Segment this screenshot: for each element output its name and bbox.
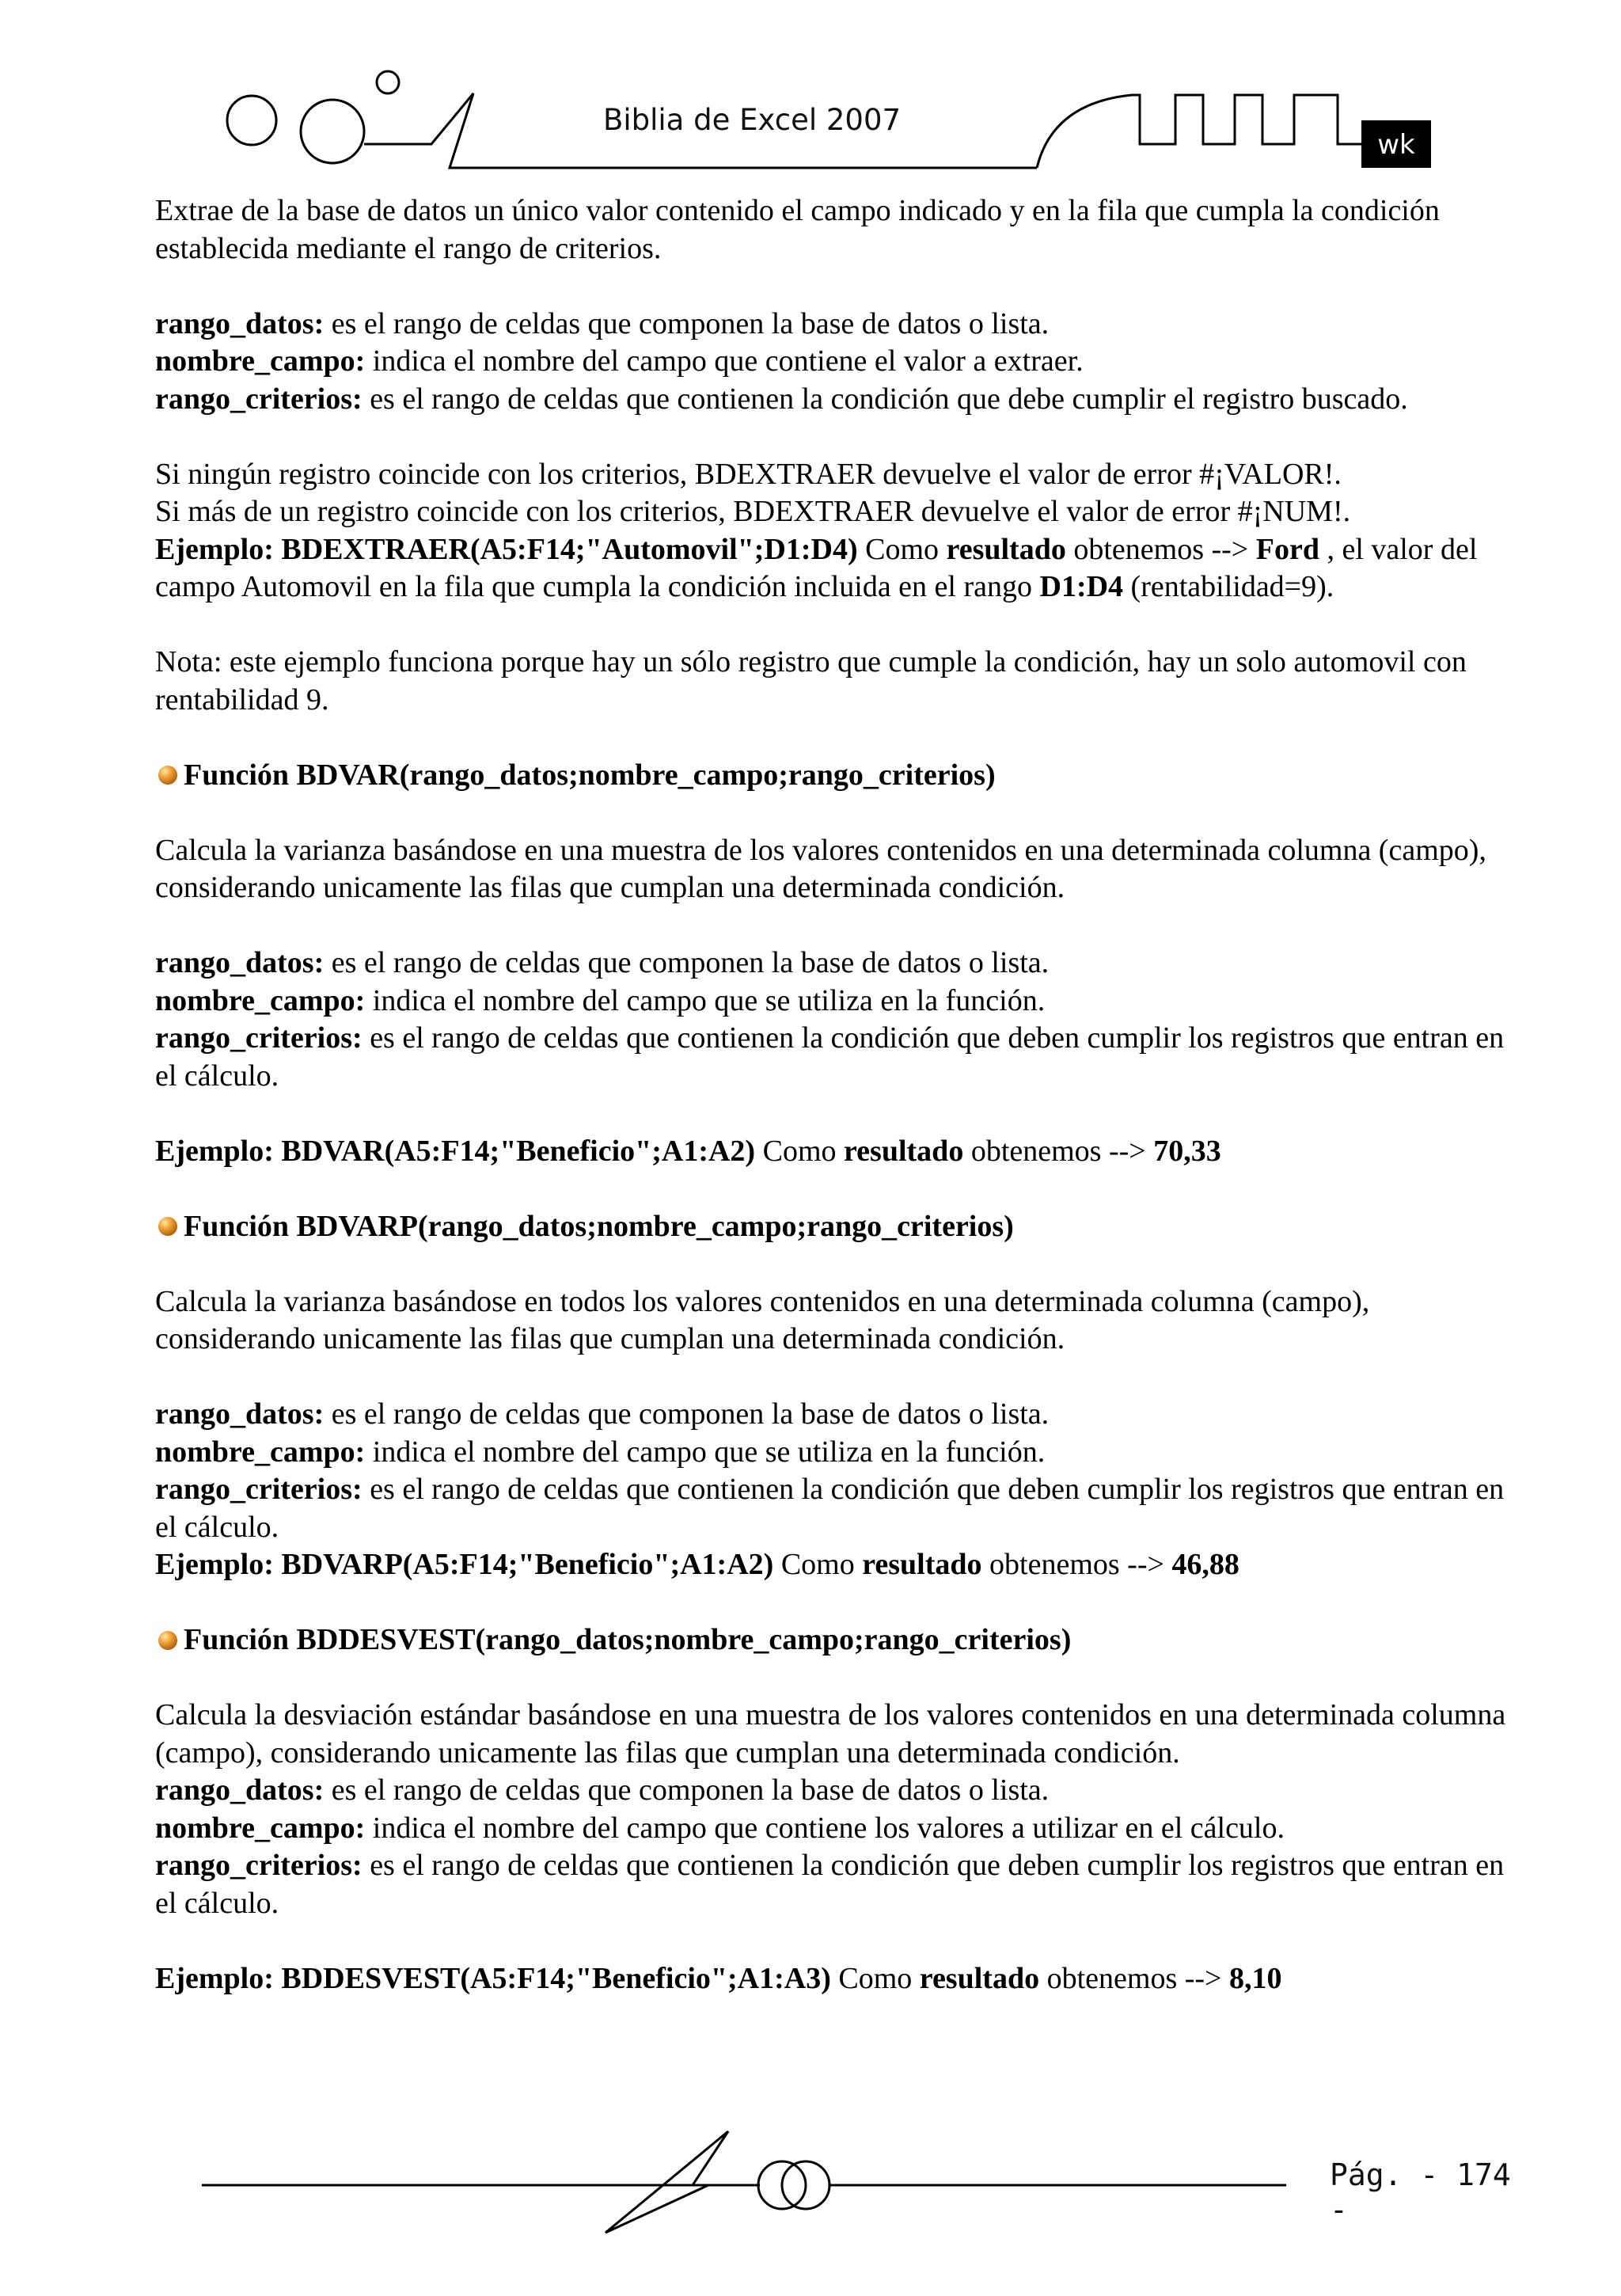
bullet-icon bbox=[158, 1631, 177, 1650]
bdextraer-example: Ejemplo: BDEXTRAER(A5:F14;"Automovil";D1:D4) Como resultado obtenemos --> Ford , el valor del campo Automovil en la fila que cumpla la condición incluida en el rango D1:D4 (rentabilidad=9). bbox=[155, 532, 1478, 603]
header-title: Biblia de Excel 2007 bbox=[602, 103, 902, 137]
bdextraer-error-valor: Si ningún registro coincide con los criterios, BDEXTRAER devuelve el valor de error #¡VALOR!. bbox=[155, 457, 1342, 491]
bddesvest-description: Calcula la desviación estándar basándose en una muestra de los valores contenidos en una determinada columna (campo), considerando unicamente las filas que cumplan una determinada condición. bbox=[155, 1698, 1506, 1770]
page-number: Pág. - 174 - bbox=[1330, 2157, 1511, 2227]
bdvar-param-nombre-campo: nombre_campo: indica el nombre del campo que se utiliza en la función. bbox=[155, 983, 1046, 1017]
bdvarp-description: Calcula la varianza basándose en todos los valores contenidos en una determinada columna (campo), considerando unicamente las filas que cumplan una determinada condición. bbox=[155, 1284, 1370, 1355]
bdvarp-param-rango-criterios: rango_criterios: es el rango de celdas que contienen la condición que deben cumplir los registros que entran en el cálculo. bbox=[155, 1473, 1505, 1544]
bdvar-example: Ejemplo: BDVAR(A5:F14;"Beneficio";A1:A2) Como resultado obtenemos --> 70,33 bbox=[155, 1134, 1221, 1168]
bdextraer-error-num: Si más de un registro coincide con los criterios, BDEXTRAER devuelve el valor de error #¡NUM!. bbox=[155, 495, 1351, 528]
bdextraer-param-rango-criterios: rango_criterios: es el rango de celdas que contienen la condición que debe cumplir el registro buscado. bbox=[155, 382, 1408, 416]
bdextraer-note: Nota: este ejemplo funciona porque hay un sólo registro que cumple la condición, hay un solo automovil con rentabilidad 9. bbox=[155, 645, 1467, 717]
bdvarp-title: Función BDVARP(rango_datos;nombre_campo;rango_criterios) bbox=[155, 1208, 1517, 1246]
header-circle-small bbox=[227, 96, 276, 145]
page-content bbox=[155, 192, 1517, 1998]
bdvar-description: Calcula la varianza basándose en una muestra de los valores contenidos en una determinada columna (campo), considerando unicamente las filas que cumplan una determinada condición. bbox=[155, 833, 1486, 904]
header-circle-tiny bbox=[377, 71, 399, 93]
bddesvest-param-rango-datos: rango_datos: es el rango de celdas que componen la base de datos o lista. bbox=[155, 1773, 1050, 1807]
footer-left-line bbox=[202, 2131, 760, 2233]
bddesvest-param-rango-criterios: rango_criterios: es el rango de celdas que contienen la condición que deben cumplir los registros que entran en el cálculo. bbox=[155, 1849, 1505, 1920]
bdextraer-intro: Extrae de la base de datos un único valor contenido el campo indicado y en la fila que cumpla la condición establecida mediante el rango de criterios. bbox=[155, 194, 1440, 265]
bdvar-param-rango-criterios: rango_criterios: es el rango de celdas que contienen la condición que deben cumplir los registros que entran en el cálculo. bbox=[155, 1021, 1505, 1093]
wk-badge: wk bbox=[1361, 120, 1431, 168]
bullet-icon bbox=[158, 766, 177, 785]
bdvarp-param-rango-datos: rango_datos: es el rango de celdas que componen la base de datos o lista. bbox=[155, 1397, 1050, 1431]
bdvar-title: Función BDVAR(rango_datos;nombre_campo;rango_criterios) bbox=[155, 757, 1517, 795]
bddesvest-param-nombre-campo: nombre_campo: indica el nombre del campo que contiene los valores a utilizar en el cálculo. bbox=[155, 1811, 1285, 1845]
bddesvest-example: Ejemplo: BDDESVEST(A5:F14;"Beneficio";A1:A3) Como resultado obtenemos --> 8,10 bbox=[155, 1961, 1282, 1995]
bdvar-param-rango-datos: rango_datos: es el rango de celdas que componen la base de datos o lista. bbox=[155, 946, 1050, 979]
bdextraer-param-nombre-campo: nombre_campo: indica el nombre del campo que contiene el valor a extraer. bbox=[155, 344, 1084, 378]
header-right-wave bbox=[1037, 95, 1361, 168]
bdvarp-param-nombre-campo: nombre_campo: indica el nombre del campo que se utiliza en la función. bbox=[155, 1435, 1046, 1469]
header-circle-medium bbox=[301, 100, 364, 163]
bddesvest-title: Función BDDESVEST(rango_datos;nombre_campo;rango_criterios) bbox=[155, 1621, 1517, 1659]
bullet-icon bbox=[158, 1217, 177, 1236]
bdextraer-param-rango-datos: rango_datos: es el rango de celdas que componen la base de datos o lista. bbox=[155, 306, 1050, 340]
bdvarp-example: Ejemplo: BDVARP(A5:F14;"Beneficio";A1:A2) Como resultado obtenemos --> 46,88 bbox=[155, 1548, 1239, 1581]
